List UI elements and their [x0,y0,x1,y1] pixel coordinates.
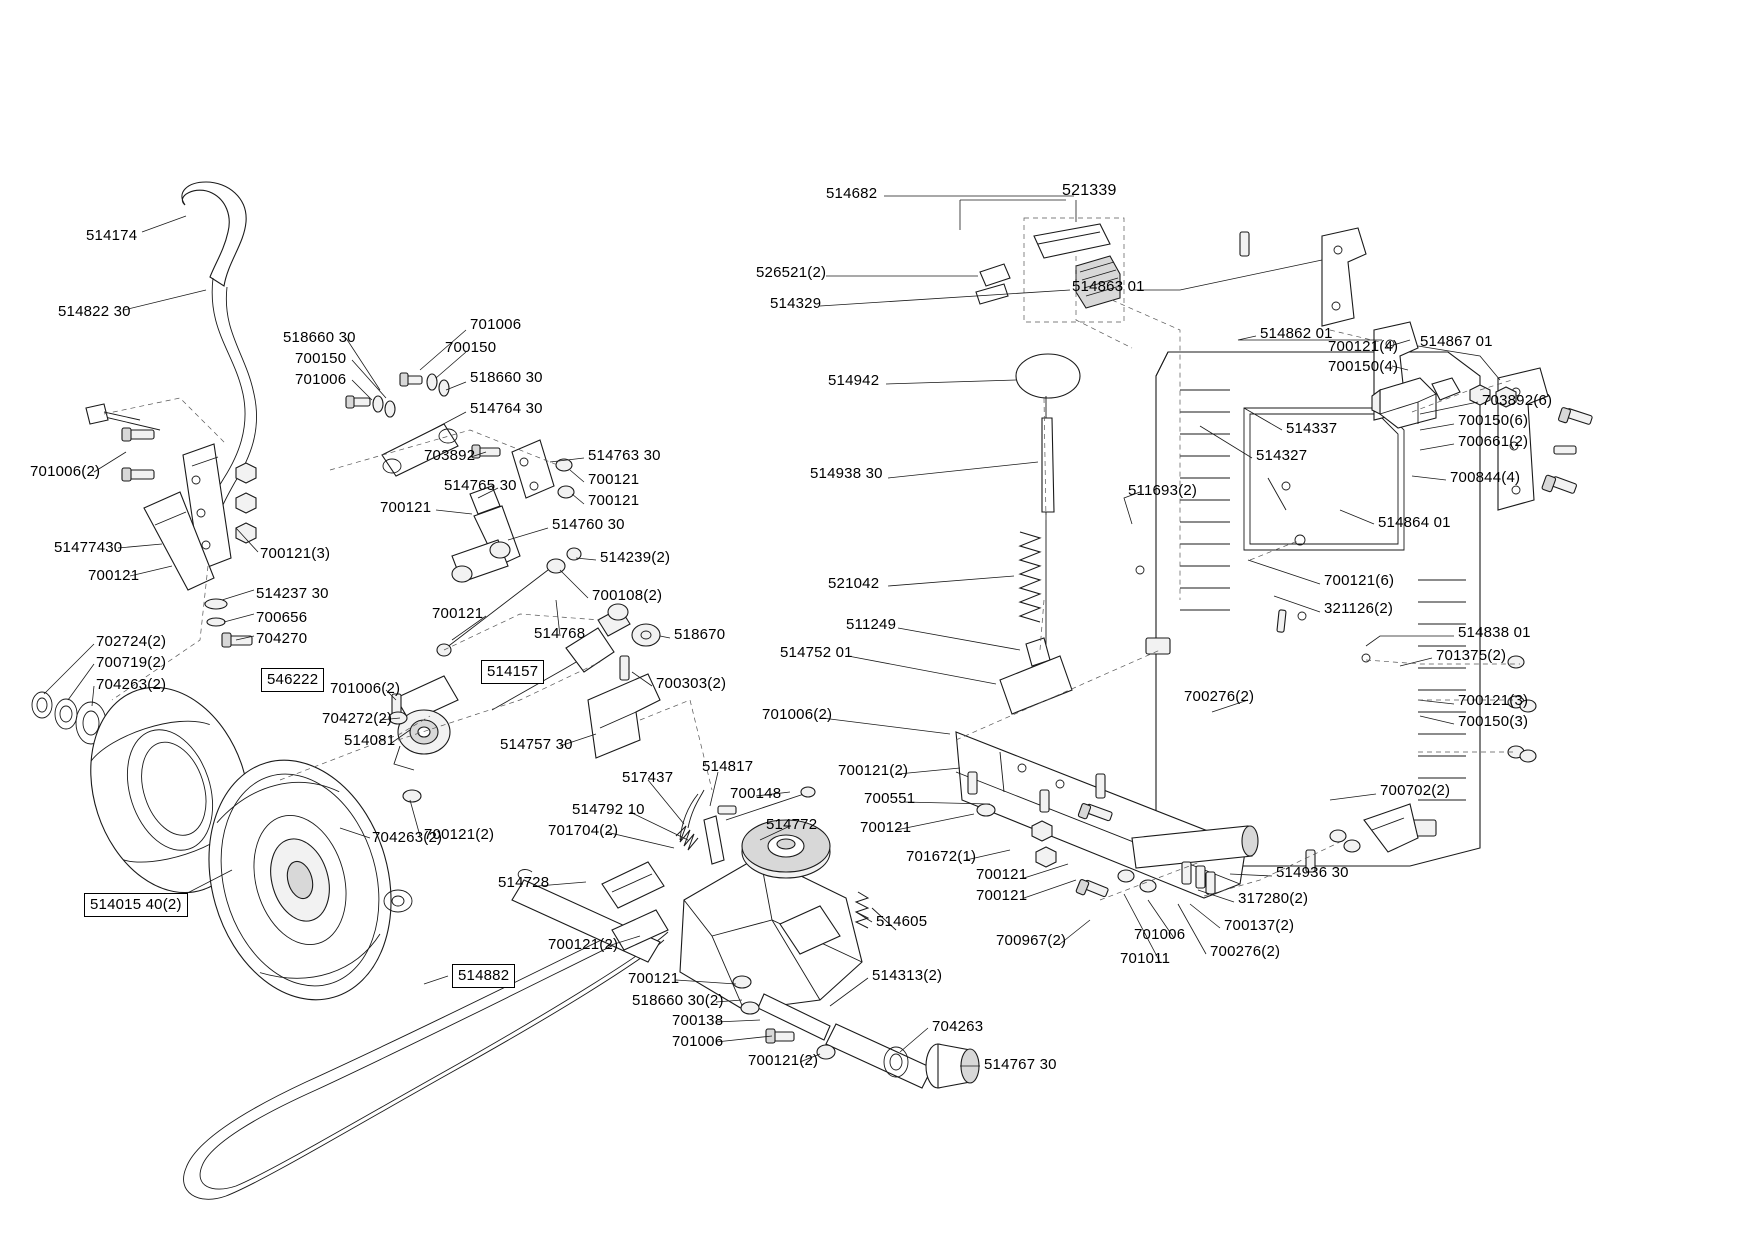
part-label: 700150 [445,339,497,356]
part-label-boxed: 546222 [261,668,324,692]
part-label: 514605 [876,913,928,930]
part-label: 700121 [860,819,912,836]
part-label: 514772 [766,816,818,833]
part-label: 517437 [622,769,674,786]
part-label: 518660 30(2) [632,992,724,1009]
part-label: 514767 30 [984,1056,1057,1073]
part-label: 514864 01 [1378,514,1451,531]
part-label: 526521(2) [756,264,827,281]
part-label: 514765 30 [444,477,517,494]
part-label: 700121(3) [260,545,331,562]
part-label: 701006(2) [330,680,401,697]
part-label: 514174 [86,227,138,244]
part-label: 511693(2) [1128,482,1198,499]
part-label: 700121(2) [838,762,909,779]
part-label: 700150(6) [1458,412,1529,429]
part-label: 700108(2) [592,587,663,604]
part-label: 704270 [256,630,308,647]
part-label: 700661(2) [1458,433,1529,450]
part-label: 518660 30 [283,329,356,346]
part-label: 511249 [846,616,897,633]
part-label: 317280(2) [1238,890,1309,907]
part-label: 700121(6) [1324,572,1395,589]
part-label: 514237 30 [256,585,329,602]
part-label: 700138 [672,1012,724,1029]
part-label: 514337 [1286,420,1338,437]
part-label: 701006 [295,371,347,388]
part-label: 514327 [1256,447,1308,464]
part-label: 514817 [702,758,754,775]
part-label: 700121 [432,605,484,622]
part-label: 700121(3) [1458,692,1529,709]
part-label: 521339 [1062,182,1117,199]
part-label: 700148 [730,785,782,802]
part-label: 700150(4) [1328,358,1399,375]
part-label: 514682 [826,185,878,202]
part-label: 701006(2) [30,463,101,480]
part-label: 704263 [932,1018,984,1035]
part-label: 701006(2) [762,706,833,723]
part-label: 700276(2) [1210,943,1281,960]
part-label: 700719(2) [96,654,167,671]
part-label: 701006 [1134,926,1186,943]
part-label: 700844(4) [1450,469,1521,486]
part-label: 700551 [864,790,916,807]
part-label: 514768 [534,625,586,642]
part-label-boxed: 514882 [452,964,515,988]
part-label: 514942 [828,372,880,389]
part-label: 514792 10 [572,801,645,818]
part-label: 321126(2) [1324,600,1394,617]
part-label: 700121 [588,471,640,488]
part-label: 700137(2) [1224,917,1295,934]
part-label: 704263(2) [372,829,443,846]
part-label: 701704(2) [548,822,619,839]
part-label: 518660 30 [470,369,543,386]
part-label: 701006 [672,1033,724,1050]
part-label: 514838 01 [1458,624,1531,641]
part-label: 514867 01 [1420,333,1493,350]
part-label: 51477430 [54,539,123,556]
part-label: 514822 30 [58,303,131,320]
part-label: 514329 [770,295,822,312]
part-label: 514752 01 [780,644,853,661]
part-label: 700702(2) [1380,782,1451,799]
part-label-boxed: 514157 [481,660,544,684]
part-label: 700121 [976,866,1028,883]
part-label: 514764 30 [470,400,543,417]
part-label: 702724(2) [96,633,167,650]
part-label: 700967(2) [996,932,1067,949]
part-label: 518670 [674,626,726,643]
part-label: 703892 [424,447,476,464]
part-label: 514728 [498,874,550,891]
part-label: 701375(2) [1436,647,1507,664]
part-label: 514936 30 [1276,864,1349,881]
part-label: 703892(6) [1482,392,1553,409]
part-label: 514938 30 [810,465,883,482]
part-label: 700121 [588,492,640,509]
part-label: 700121 [380,499,432,516]
part-label: 700121(4) [1328,338,1399,355]
part-label: 514081 [344,732,396,749]
part-label: 700121(2) [748,1052,819,1069]
part-label: 514763 30 [588,447,661,464]
part-label: 514863 01 [1072,278,1145,295]
rear-shield-assembly [1136,228,1593,872]
part-label: 704272(2) [322,710,393,727]
part-label: 700121(2) [424,826,495,843]
part-label: 514757 30 [500,736,573,753]
part-label: 701011 [1120,950,1171,967]
part-label: 514760 30 [552,516,625,533]
part-label: 701672(1) [906,848,977,865]
part-label: 700150 [295,350,347,367]
part-label: 521042 [828,575,880,592]
part-label: 514239(2) [600,549,671,566]
part-label: 700150(3) [1458,713,1529,730]
part-label: 704263(2) [96,676,167,693]
part-label: 514313(2) [872,967,943,984]
part-label: 514862 01 [1260,325,1333,342]
part-label: 700276(2) [1184,688,1255,705]
part-label: 701006 [470,316,522,333]
part-label: 700121 [88,567,140,584]
part-label: 700121 [976,887,1028,904]
part-label: 700121(2) [548,936,619,953]
part-label-boxed: 514015 40(2) [84,893,188,917]
part-label: 700656 [256,609,308,626]
part-label: 700121 [628,970,680,987]
part-label: 700303(2) [656,675,727,692]
